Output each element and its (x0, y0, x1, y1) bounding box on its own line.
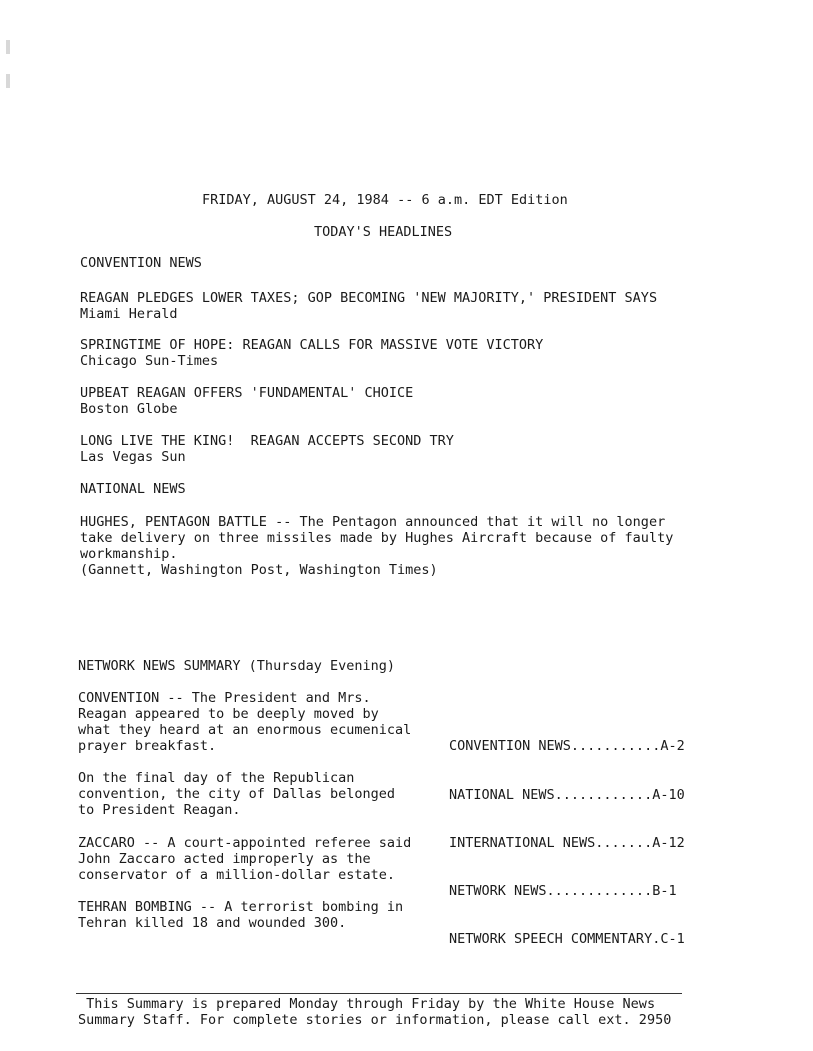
story-line: HUGHES, PENTAGON BATTLE -- The Pentagon announced that it will no longer (80, 514, 666, 530)
network-summary-item (78, 770, 395, 818)
footer-line: This Summary is prepared Monday through Friday by the White House News (78, 996, 656, 1012)
story-sources: (Gannett, Washington Post, Washington Times) (80, 562, 438, 578)
index-entry-convention: CONVENTION NEWS...........A-2 (449, 738, 685, 754)
scan-mark (6, 40, 10, 54)
headline-item (80, 337, 543, 369)
headline-text: REAGAN PLEDGES LOWER TAXES; GOP BECOMING 'NEW MAJORITY,' PRESIDENT SAYS (80, 290, 658, 306)
headline-source: Miami Herald (80, 306, 178, 322)
footer-line: Summary Staff. For complete stories or information, please call ext. 2950 (78, 1012, 672, 1028)
headline-source: Las Vegas Sun (80, 449, 186, 465)
index-entry-national: NATIONAL NEWS............A-10 (449, 787, 685, 803)
footer-note (78, 996, 671, 1028)
national-section-title: NATIONAL NEWS (80, 481, 186, 497)
story-line: workmanship. (80, 546, 178, 562)
summary-line: to President Reagan. (78, 802, 241, 818)
headline-source: Boston Globe (80, 401, 178, 417)
summary-line: CONVENTION -- The President and Mrs. (78, 690, 371, 706)
headline-text: SPRINGTIME OF HOPE: REAGAN CALLS FOR MASSIVE VOTE VICTORY (80, 337, 544, 353)
headline-text: UPBEAT REAGAN OFFERS 'FUNDAMENTAL' CHOICE (80, 385, 414, 401)
footer-rule (76, 993, 682, 994)
edition-line: FRIDAY, AUGUST 24, 1984 -- 6 a.m. EDT Edition (202, 192, 568, 208)
summary-line: ZACCARO -- A court-appointed referee said (78, 835, 412, 851)
national-news-story (80, 514, 673, 578)
scan-mark (6, 74, 10, 88)
network-summary-item (78, 899, 403, 931)
network-summary-item (78, 835, 411, 883)
summary-line: Reagan appeared to be deeply moved by (78, 706, 379, 722)
headline-source: Chicago Sun-Times (80, 353, 219, 369)
summary-line: Tehran killed 18 and wounded 300. (78, 915, 347, 931)
network-summary-title: NETWORK NEWS SUMMARY (Thursday Evening) (78, 658, 395, 674)
summary-line: John Zaccaro acted improperly as the (78, 851, 371, 867)
summary-line: On the final day of the Republican (78, 770, 355, 786)
summary-line: prayer breakfast. (78, 738, 217, 754)
summary-line: what they heard at an enormous ecumenical (78, 722, 412, 738)
headlines-title: TODAY'S HEADLINES (314, 224, 453, 240)
index-entry-speech-commentary: NETWORK SPEECH COMMENTARY.C-1 (449, 931, 685, 947)
headline-text: LONG LIVE THE KING! REAGAN ACCEPTS SECOND TRY (80, 433, 454, 449)
index-entry-international: INTERNATIONAL NEWS.......A-12 (449, 835, 685, 851)
headline-item (80, 290, 657, 322)
summary-line: conservator of a million-dollar estate. (78, 867, 395, 883)
summary-line: TEHRAN BOMBING -- A terrorist bombing in (78, 899, 404, 915)
index-entry-network: NETWORK NEWS.............B-1 (449, 883, 677, 899)
headline-item (80, 433, 454, 465)
network-summary-item (78, 690, 411, 754)
convention-section-title: CONVENTION NEWS (80, 255, 202, 271)
headline-item (80, 385, 413, 417)
story-line: take delivery on three missiles made by Hughes Aircraft because of faulty (80, 530, 674, 546)
summary-line: convention, the city of Dallas belonged (78, 786, 395, 802)
